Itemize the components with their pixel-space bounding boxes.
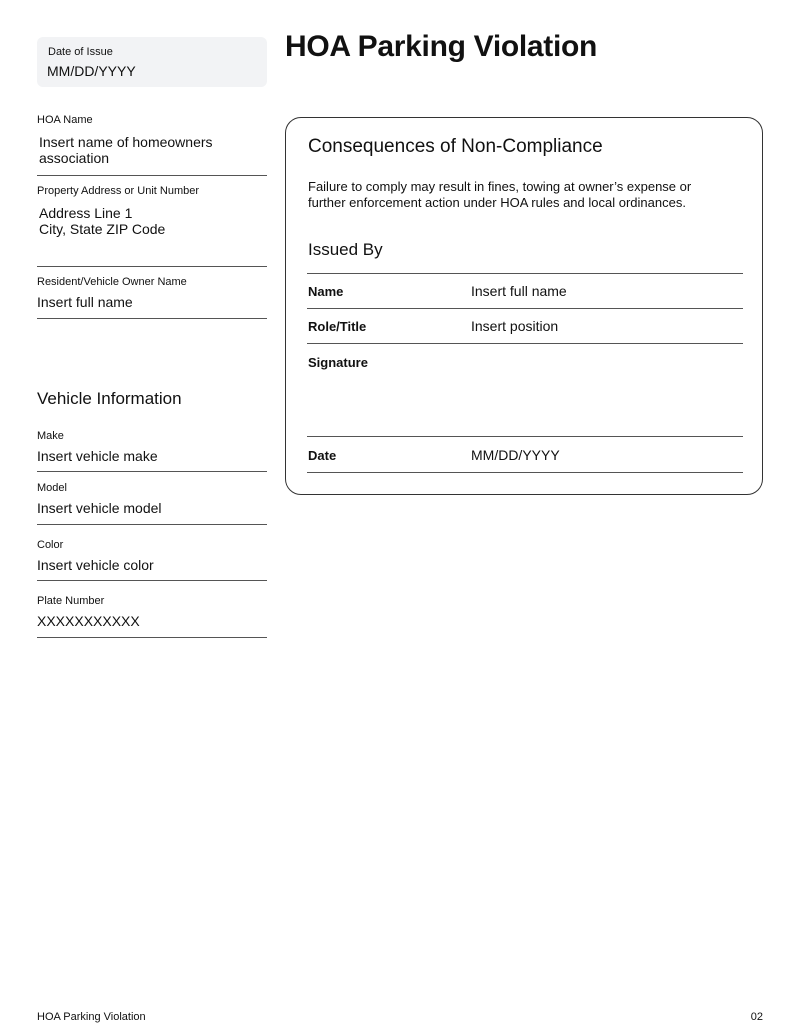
issue-date-label: Date: [308, 448, 337, 463]
signature-label: Signature: [308, 355, 368, 370]
signature-area[interactable]: [471, 348, 743, 433]
address-field: [37, 185, 267, 267]
plate-value[interactable]: XXXXXXXXXXX: [37, 613, 140, 629]
model-underline: [37, 524, 267, 525]
issuer-name-label: Name: [308, 284, 344, 299]
address-line2[interactable]: City, State ZIP Code: [39, 221, 166, 237]
issuer-name-value[interactable]: Insert full name: [471, 283, 567, 299]
make-value[interactable]: Insert vehicle make: [37, 448, 158, 464]
role-label: Role/Title: [308, 319, 367, 334]
page-title: HOA Parking Violation: [285, 30, 598, 63]
address-line1[interactable]: Address Line 1: [39, 205, 133, 221]
plate-underline: [37, 637, 267, 638]
owner-name-value[interactable]: Insert full name: [37, 294, 133, 310]
model-label: Model: [37, 482, 67, 494]
issued-by-heading: Issued By: [308, 240, 383, 259]
date-of-issue-value[interactable]: MM/DD/YYYY: [47, 63, 136, 79]
model-value[interactable]: Insert vehicle model: [37, 500, 162, 516]
color-value[interactable]: Insert vehicle color: [37, 557, 154, 573]
consequences-body: Failure to comply may result in fines, towing at owner’s expense or further enforcement action under HOA rules and local ordinances.: [308, 179, 692, 210]
signature-row-rule: [307, 436, 743, 437]
address-label: Property Address or Unit Number: [37, 185, 200, 197]
issued-by-rule-top: [307, 273, 743, 274]
color-field: [37, 539, 267, 582]
hoa-name-value-line1[interactable]: Insert name of homeowners: [39, 134, 213, 150]
issue-date-value[interactable]: MM/DD/YYYY: [471, 447, 560, 463]
color-underline: [37, 580, 267, 581]
plate-field: [37, 595, 267, 638]
address-underline: [37, 266, 267, 267]
role-row-rule: [307, 343, 743, 344]
make-label: Make: [37, 430, 64, 442]
vehicle-info-heading: Vehicle Information: [37, 389, 182, 408]
role-value[interactable]: Insert position: [471, 318, 559, 334]
make-underline: [37, 471, 267, 472]
make-field: [37, 430, 267, 473]
consequences-card: [285, 117, 763, 495]
color-label: Color: [37, 539, 64, 551]
date-of-issue-box: [37, 37, 267, 87]
date-of-issue-label: Date of Issue: [48, 46, 113, 58]
model-field: [37, 482, 267, 525]
consequences-title: Consequences of Non-Compliance: [308, 136, 603, 157]
name-row-rule: [307, 308, 743, 309]
footer-doc-name: HOA Parking Violation: [37, 1011, 146, 1023]
owner-name-field: [37, 276, 267, 319]
hoa-name-label: HOA Name: [37, 114, 93, 126]
footer-page-number: 02: [750, 1011, 763, 1023]
date-row-rule: [307, 472, 743, 473]
owner-name-label: Resident/Vehicle Owner Name: [37, 276, 187, 288]
owner-name-underline: [37, 318, 267, 319]
plate-label: Plate Number: [37, 595, 105, 607]
hoa-name-underline: [37, 175, 267, 176]
hoa-name-field: [37, 114, 267, 176]
hoa-name-value-line2[interactable]: association: [39, 150, 110, 166]
